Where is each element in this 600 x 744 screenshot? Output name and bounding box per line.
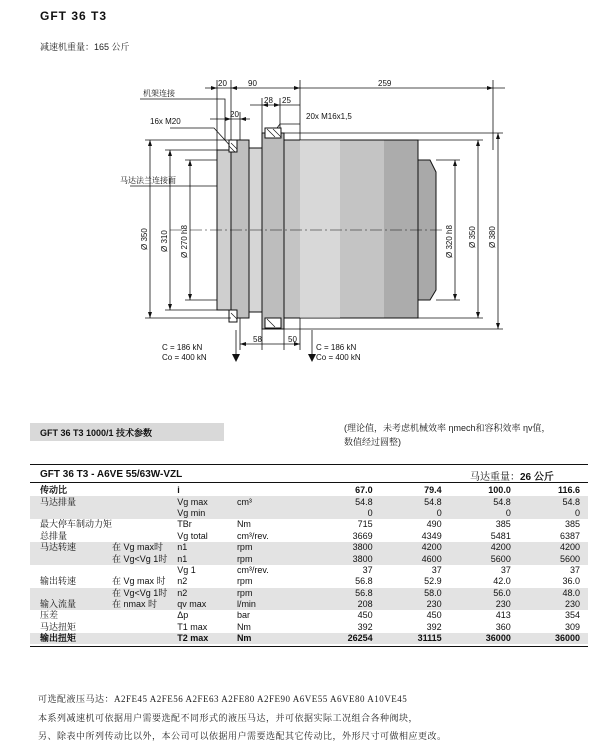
- cell-value: 208: [312, 599, 381, 610]
- dim-50: 50: [288, 335, 297, 344]
- cell-value: 715: [357, 519, 373, 530]
- cell-c1: [112, 565, 177, 576]
- spec-table: [30, 485, 588, 644]
- cell-c3: rpm: [237, 542, 312, 553]
- cell-value: 392: [357, 621, 373, 632]
- table-row: [30, 508, 588, 519]
- dim-28: 28: [264, 96, 273, 105]
- cell-c2: T1 max: [177, 621, 208, 632]
- cell-c2: n1: [177, 542, 237, 553]
- cell-value: 360: [495, 621, 511, 632]
- cell-value: 4200: [450, 542, 519, 553]
- theoretical-note: [344, 421, 594, 449]
- cell-value: 36000: [450, 633, 519, 644]
- cell-c3: l/min: [237, 599, 312, 610]
- cell-c1: [112, 531, 177, 542]
- footer-line-2: 本系列减速机可依据用户需要选配不同形式的液压马达，并可依据实际工况组合各种阀块，: [38, 713, 419, 723]
- load-co-right: Co = 400 kN: [316, 353, 361, 362]
- technical-drawing: [0, 60, 600, 380]
- cell-c2: qv max: [177, 599, 237, 610]
- cell-value: 3800: [312, 553, 381, 564]
- cell-c0: [30, 553, 112, 564]
- cell-c1: [112, 519, 177, 530]
- dia-320: Ø 320 h8: [445, 225, 454, 258]
- cell-value: 31115: [381, 633, 450, 644]
- cell-value: 54.8: [381, 496, 450, 507]
- dia-350-right: Ø 350: [468, 226, 477, 248]
- cell-c0: 输出转速: [40, 576, 77, 587]
- cell-value: 56.0: [450, 588, 519, 599]
- dim-20-lower: 20: [230, 110, 239, 119]
- cell-c2: Vg total: [177, 530, 208, 541]
- cell-c1: [112, 496, 177, 507]
- cell-value: 6387: [559, 530, 580, 541]
- motor-weight-value: 26 公斤: [520, 472, 554, 483]
- cell-c2: n2: [177, 588, 237, 599]
- cell-value: 230: [519, 599, 588, 610]
- cell-value: 37: [500, 564, 511, 575]
- cell-c3: [237, 485, 312, 496]
- dim-90: 90: [248, 79, 257, 88]
- page-title: GFT 36 T3: [40, 9, 108, 23]
- cell-c1: [112, 633, 177, 644]
- cell-c0: 压差: [40, 610, 59, 621]
- cell-value: 0: [519, 508, 588, 519]
- cell-value: 26254: [312, 633, 381, 644]
- cell-c0: 输入流量: [30, 599, 112, 610]
- cell-value: 230: [450, 599, 519, 610]
- cell-c1: 在 Vg max时: [112, 542, 177, 553]
- dim-25: 25: [282, 96, 291, 105]
- cell-c3: Nm: [237, 633, 312, 644]
- cell-value: 67.0: [355, 485, 373, 496]
- cell-value: 37: [431, 564, 442, 575]
- note-line-1: (理论值，未考虑机械效率 ηmech和容积效率 ηv值，: [344, 423, 551, 433]
- cell-c2: Δp: [177, 610, 189, 621]
- motor-weight-label: 马达重量：: [470, 472, 520, 483]
- cell-value: 54.8: [519, 496, 588, 507]
- dia-270: Ø 270 h8: [180, 225, 189, 258]
- dia-350-left: Ø 350: [140, 228, 149, 250]
- table-row: [30, 531, 588, 542]
- cell-value: 5600: [450, 553, 519, 564]
- cell-value: 3669: [352, 530, 373, 541]
- cell-value: 116.6: [557, 485, 580, 496]
- cell-c1: 在 Vg<Vg 1时: [112, 553, 177, 564]
- cell-c2: Vg 1: [177, 564, 196, 575]
- table-row: [30, 553, 588, 564]
- cell-c0: 最大停车制动力矩: [40, 519, 113, 530]
- cell-value: 309: [564, 621, 580, 632]
- cell-c2: TBr: [177, 519, 192, 530]
- dim-58: 58: [253, 335, 262, 344]
- table-row: [30, 542, 588, 553]
- cell-value: 37: [569, 564, 580, 575]
- table-row: [30, 633, 588, 644]
- table-row: [30, 496, 588, 507]
- table-row: [30, 485, 588, 496]
- table-bottom-rule: [30, 646, 588, 647]
- table-row: [30, 610, 588, 621]
- dim-259: 259: [378, 79, 392, 88]
- cell-c0: [30, 565, 112, 576]
- table-row: [30, 565, 588, 576]
- label-bolts-right: 20x M16x1,5: [306, 112, 352, 121]
- label-bolts-left: 16x M20: [150, 117, 181, 126]
- cell-c0: 总排量: [40, 530, 68, 541]
- cell-c0: 马达转速: [30, 542, 112, 553]
- cell-c2: n1: [177, 553, 237, 564]
- cell-value: 0: [381, 508, 450, 519]
- table-header-rule: [30, 482, 588, 483]
- cell-value: 48.0: [519, 588, 588, 599]
- cell-c2: T2 max: [177, 633, 237, 644]
- label-frame-connection: 机架连接: [143, 89, 175, 98]
- dia-310: Ø 310: [160, 230, 169, 252]
- cell-value: 230: [381, 599, 450, 610]
- label-motor-flange: 马达法兰连接面: [120, 176, 176, 185]
- cell-value: 36.0: [562, 576, 580, 587]
- cell-value: 5600: [519, 553, 588, 564]
- cell-value: 5481: [490, 530, 511, 541]
- cell-c1: 在 Vg max 时: [112, 576, 166, 587]
- cell-value: 100.0: [488, 485, 511, 496]
- cell-c1: 在 Vg<Vg 1时: [112, 588, 177, 599]
- cell-value: 385: [564, 519, 580, 530]
- cell-value: 42.0: [493, 576, 511, 587]
- table-row: [30, 519, 588, 530]
- note-line-2: 数值经过圆整): [344, 437, 401, 447]
- cell-value: 490: [426, 519, 442, 530]
- cell-c2: Vg min: [177, 508, 237, 519]
- table-row: [30, 622, 588, 633]
- cell-value: 37: [362, 564, 373, 575]
- cell-value: 4200: [519, 542, 588, 553]
- cell-c3: rpm: [236, 576, 253, 587]
- motor-weight: [470, 468, 554, 483]
- table-top-rule: [30, 464, 588, 465]
- cell-c3: Nm: [236, 519, 251, 530]
- cell-c3: rpm: [237, 588, 312, 599]
- cell-value: 54.8: [312, 496, 381, 507]
- dim-20-top: 20: [218, 79, 227, 88]
- load-c-right: C = 186 kN: [316, 343, 357, 352]
- cell-value: 56.8: [355, 576, 373, 587]
- cell-c3: rpm: [237, 553, 312, 564]
- cell-c3: cm³: [237, 496, 312, 507]
- cell-c3: bar: [236, 610, 250, 621]
- cell-value: 413: [495, 610, 511, 621]
- cell-value: 56.8: [312, 588, 381, 599]
- dia-380: Ø 380: [488, 226, 497, 248]
- cell-c1: [112, 485, 177, 496]
- cell-value: 3800: [312, 542, 381, 553]
- cell-c0: 输出扭矩: [30, 633, 112, 644]
- cell-c0: 马达排量: [30, 496, 112, 507]
- cell-c1: 在 nmax 时: [112, 599, 177, 610]
- cell-c0: 马达扭矩: [40, 621, 77, 632]
- cell-value: 4349: [421, 530, 442, 541]
- table-row: [30, 576, 588, 587]
- footer-motors: 可选配液压马达：A2FE45 A2FE56 A2FE63 A2FE80 A2FE90 A6VE55 A6VE80 A10VE45: [38, 694, 408, 704]
- cell-value: 0: [450, 508, 519, 519]
- cell-c2: n2: [177, 576, 188, 587]
- load-co-left: Co = 400 kN: [162, 353, 207, 362]
- load-c-left: C = 186 kN: [162, 343, 203, 352]
- cell-value: 385: [495, 519, 511, 530]
- cell-value: 392: [426, 621, 442, 632]
- cell-c0: [30, 588, 112, 599]
- cell-value: 0: [312, 508, 381, 519]
- cell-c3: cm³/rev.: [236, 564, 269, 575]
- cell-value: 79.4: [424, 485, 442, 496]
- cell-value: 52.9: [424, 576, 442, 587]
- cell-value: 4200: [381, 542, 450, 553]
- cell-c3: Nm: [236, 621, 251, 632]
- cell-value: 36000: [519, 633, 588, 644]
- cell-c2: i: [177, 485, 180, 496]
- cell-c0: 传动比: [40, 485, 68, 496]
- table-row: [30, 599, 588, 610]
- cell-c3: cm³/rev.: [236, 530, 269, 541]
- cell-c0: [30, 508, 112, 519]
- cell-value: 58.0: [381, 588, 450, 599]
- cell-c1: [112, 508, 177, 519]
- cell-value: 450: [357, 610, 373, 621]
- cell-c3: [237, 508, 312, 519]
- cell-value: 54.8: [450, 496, 519, 507]
- table-row: [30, 588, 588, 599]
- section-title: GFT 36 T3 1000/1 技术参数: [40, 428, 153, 438]
- cell-value: 354: [564, 610, 580, 621]
- cell-value: 4600: [381, 553, 450, 564]
- cell-c1: [112, 610, 177, 621]
- table-subtitle: GFT 36 T3 - A6VE 55/63W-VZL: [40, 469, 183, 480]
- cell-value: 450: [426, 610, 442, 621]
- footer-line-3: 另、除表中所列传动比以外，本公司可以依据用户需要选配其它传动比，外形尺寸可做相应更改。: [38, 731, 447, 741]
- cell-c2: Vg max: [177, 496, 237, 507]
- reducer-weight: 减速机重量：165 公斤: [40, 42, 130, 52]
- cell-c1: [112, 622, 177, 633]
